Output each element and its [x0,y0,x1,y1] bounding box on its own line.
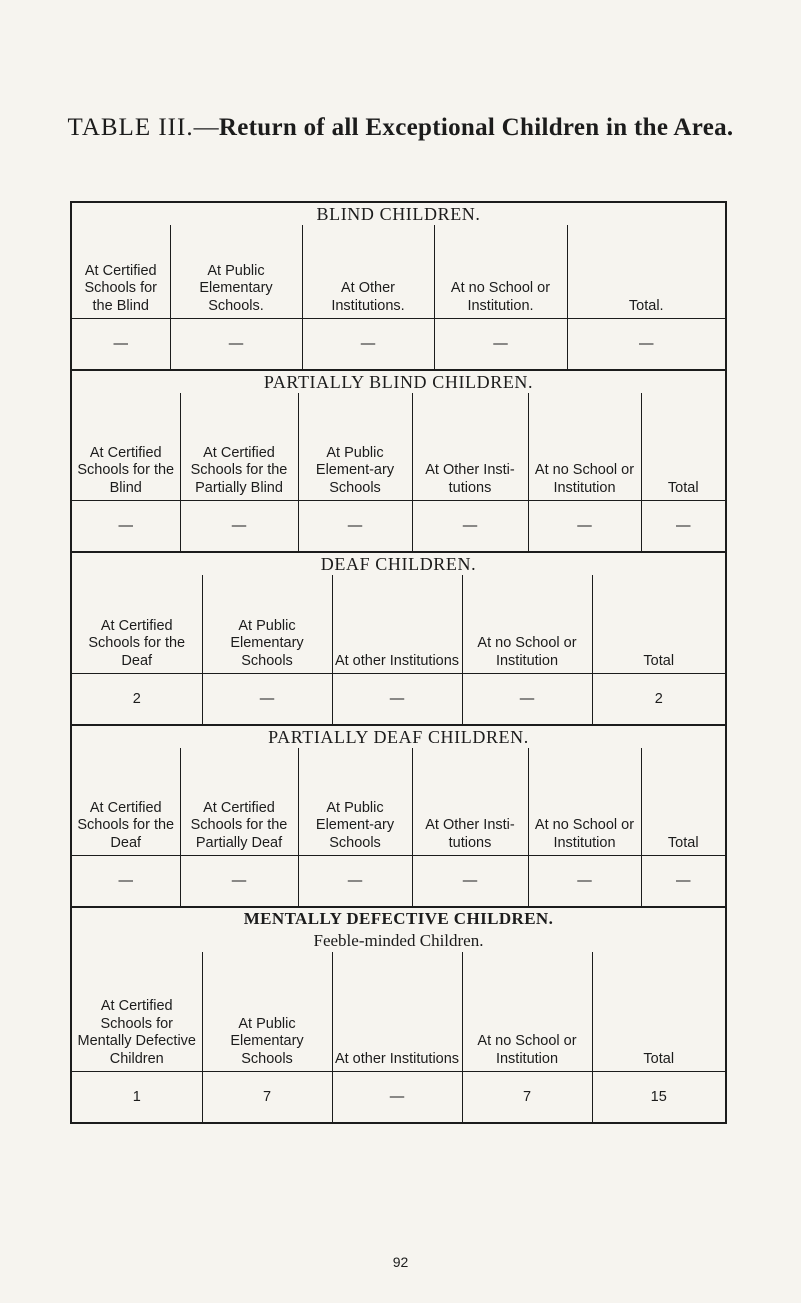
deaf-children-table [72,575,725,724]
partially-deaf-children-section [72,724,725,906]
column-header: Total [641,748,725,856]
column-header: At Public Elementary Schools [202,575,332,674]
partially-blind-children-section [72,369,725,551]
table-cell: — [180,856,298,907]
column-header: Total [592,575,725,674]
column-header: At Certified Schools for the Blind [84,262,158,314]
table-cell: 2 [132,691,141,707]
column-header: At Certified Schools for the Partially Deaf [180,748,298,856]
column-header: At Certified Schools for the Deaf [88,617,186,669]
table-row [72,674,725,725]
section-title: BLIND CHILDREN. [316,204,481,224]
title-dash: — [193,114,219,141]
mentally-defective-children-table [72,952,725,1122]
section-title: MENTALLY DEFECTIVE CHILDREN. [243,909,554,928]
table-cell: — [302,319,434,370]
table-row [72,856,725,907]
title-text: Return of all Exceptional Children in the Area. [218,114,734,141]
table-cell: — [202,674,332,725]
section-title: PARTIALLY DEAF CHILDREN. [268,727,529,747]
table-cell: — [462,674,592,725]
partially-deaf-children-table [72,748,725,906]
table-cell: — [332,674,462,725]
column-header: At other Institutions [332,575,462,674]
column-header: Total [592,952,725,1072]
table-cell: — [118,873,133,889]
table-cell: — [434,319,567,370]
table-cell: — [412,501,528,552]
column-header: At Certified Schools for the Partially Blind [180,393,298,501]
column-header: At Certified Schools for Mentally Defective Children [77,998,196,1067]
table-row [72,1072,725,1123]
page-number: 92 [392,1254,409,1270]
table-cell: 7 [462,1072,592,1123]
section-title: DEAF CHILDREN. [320,554,477,574]
column-header: At no School or Institution. [434,225,567,319]
column-header: At no School or Institution [462,952,592,1072]
table-cell: — [412,856,528,907]
table-number: TABLE III. [67,114,194,141]
column-header: At Public Element-ary Schools [298,748,412,856]
table-cell: — [113,336,128,352]
header-row [72,748,725,856]
table-row [72,319,725,370]
table-cell: — [567,319,725,370]
column-header: At Public Element-ary Schools [298,393,412,501]
column-header: At Other Insti-tutions [412,748,528,856]
section-subtitle: Feeble-minded Children. [313,931,484,950]
blind-children-table [72,225,725,369]
header-row [72,575,725,674]
header-row [72,225,725,319]
table-cell: — [170,319,302,370]
section-title: PARTIALLY BLIND CHILDREN. [263,372,534,392]
column-header: At Certified Schools for the Blind [77,444,175,496]
column-header: Total [641,393,725,501]
column-header: At Other Institutions. [302,225,434,319]
table-cell: — [180,501,298,552]
table-cell: — [641,856,725,907]
table-cell: 1 [132,1089,141,1105]
deaf-children-section [72,551,725,724]
partially-blind-children-table [72,393,725,551]
column-header: At Public Elementary Schools [202,952,332,1072]
table-cell: 15 [592,1072,725,1123]
column-header: At no School or Institution [528,748,641,856]
header-row [72,393,725,501]
column-header: At other Institutions [332,952,462,1072]
page-title [0,114,801,142]
exceptional-children-tables [70,201,727,1124]
mentally-defective-children-section [72,906,725,1124]
table-cell: — [118,518,133,534]
column-header: At Public Elementary Schools. [170,225,302,319]
table-cell: 2 [592,674,725,725]
table-cell: — [641,501,725,552]
header-row [72,952,725,1072]
table-cell: — [298,856,412,907]
table-cell: — [528,501,641,552]
table-row [72,501,725,552]
column-header: At Other Insti-tutions [412,393,528,501]
table-cell: 7 [202,1072,332,1123]
column-header: At no School or Institution [462,575,592,674]
table-cell: — [332,1072,462,1123]
column-header: Total. [567,225,725,319]
table-cell: — [528,856,641,907]
column-header: At no School or Institution [528,393,641,501]
blind-children-section [72,201,725,369]
table-cell: — [298,501,412,552]
column-header: At Certified Schools for the Deaf [77,799,175,851]
